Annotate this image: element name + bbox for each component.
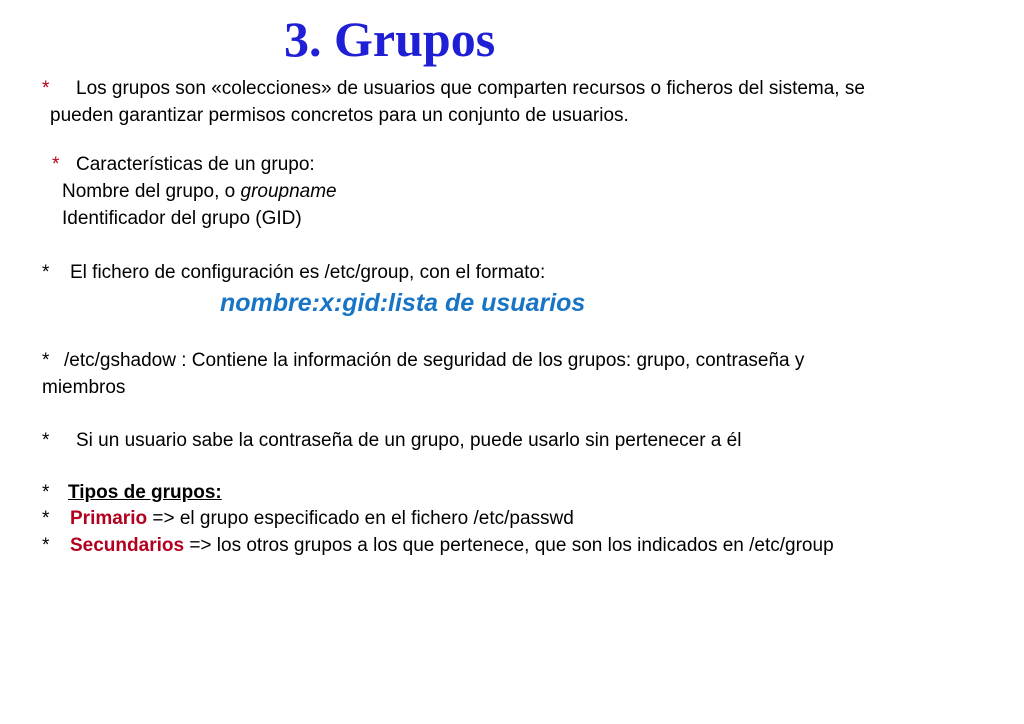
group-feature-name <box>62 181 337 203</box>
primary-label: Primario <box>70 508 148 529</box>
password-note: Si un usuario sabe la contraseña de un grupo, puede usarlo sin pertenecer a él <box>76 430 742 451</box>
bullet-star: * <box>42 262 50 283</box>
group-feature-name-text: Nombre del grupo, o <box>62 181 241 202</box>
group-features-heading: Características de un grupo: <box>76 154 315 175</box>
bullet-star: * <box>42 78 50 99</box>
secondary-group-line <box>70 535 834 557</box>
primary-group-line <box>70 508 574 530</box>
group-feature-gid: Identificador del grupo (GID) <box>62 208 302 229</box>
config-file-text: El fichero de configuración es /etc/group, con el formato: <box>70 262 546 283</box>
bullet-star: * <box>42 430 50 451</box>
bullet-star: * <box>42 508 50 529</box>
gshadow-line-1: /etc/gshadow : Contiene la información de seguridad de los grupos: grupo, contraseña y <box>64 350 805 371</box>
gshadow-line-2: miembros <box>42 377 126 398</box>
secondary-label: Secundarios <box>70 535 185 556</box>
groups-definition-line-1: Los grupos son «colecciones» de usuarios que comparten recursos o ficheros del sistema, se <box>76 78 865 99</box>
bullet-star: * <box>42 350 50 371</box>
slide-title: 3. Grupos <box>284 11 496 67</box>
secondary-description: => los otros grupos a los que pertenece, que son los indicados en /etc/group <box>184 535 834 556</box>
bullet-star: * <box>52 154 60 175</box>
bullet-star: * <box>42 535 50 556</box>
primary-description: => el grupo especificado en el fichero /etc/passwd <box>147 508 574 529</box>
groupname-term: groupname <box>240 181 337 202</box>
bullet-star: * <box>42 482 50 503</box>
group-file-format: nombre:x:gid:lista de usuarios <box>220 289 586 317</box>
group-types-heading: Tipos de grupos: <box>68 482 222 503</box>
groups-definition-line-2: pueden garantizar permisos concretos para un conjunto de usuarios. <box>50 105 629 126</box>
